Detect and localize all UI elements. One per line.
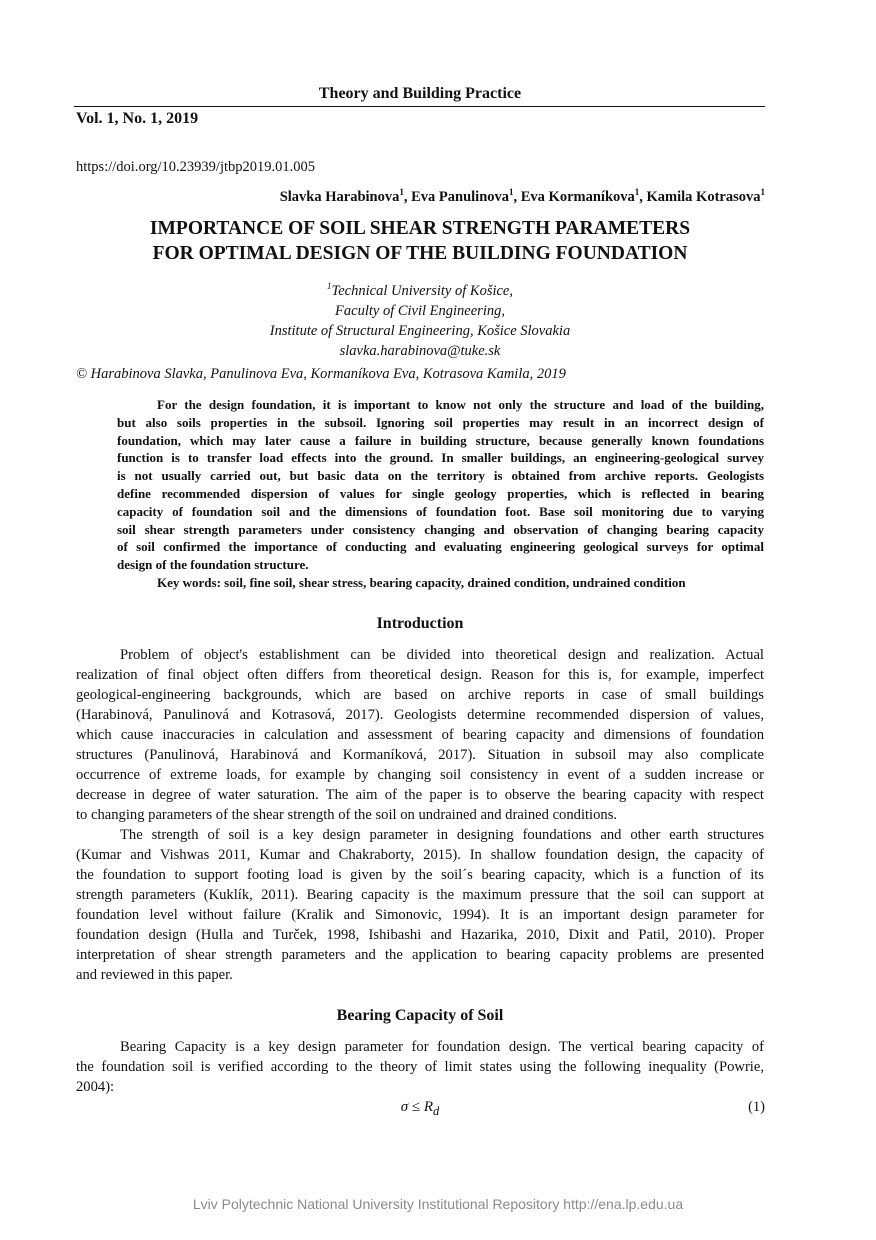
text-line: which cause inaccuracies in calculation and assessment of bearing capacity and dimensions of foundation	[76, 727, 764, 743]
text-line: the foundation soil is verified according to the theory of limit states using the following inequality (Powrie,	[76, 1059, 764, 1075]
author-sup: 1	[509, 187, 514, 197]
text-line: The strength of soil is a key design parameter in designing foundations and other earth structures	[120, 827, 764, 843]
text-line: geological-engineering backgrounds, which are based on archive reports in case of small buildings	[76, 687, 764, 703]
author: Kamila Kotrasova	[646, 188, 761, 205]
intro-paragraph-2	[76, 825, 764, 985]
text-line: foundation level without failure (Kralik and Simonovic, 1994). It is an important design parameter for	[76, 907, 764, 923]
author-list: Slavka Harabinova$^1$, Eva Panulinova$^1$, Eva Kormaníkova$^1$, Kamila Kotrasova$^1$	[279, 187, 765, 205]
text-line: interpretation of shear strength parameters and the application to bearing capacity problems are presented	[76, 947, 764, 963]
affiliation-line: Institute of Structural Engineering, Košice Slovakia	[269, 322, 571, 339]
equation-subscript: d	[433, 1104, 440, 1118]
journal-title: Theory and Building Practice	[318, 85, 522, 102]
text-line: decrease in degree of water saturation. The aim of the paper is to observe the bearing capacity with respect	[76, 787, 764, 803]
paper-title	[0, 216, 840, 266]
keywords: Key words: soil, fine soil, shear stress, bearing capacity, drained condition, undrained condition	[157, 574, 686, 590]
title-line: FOR OPTIMAL DESIGN OF THE BUILDING FOUNDATION	[152, 243, 688, 264]
text-line: of soil confirmed the importance of conducting and evaluating engineering geological surveys for optimal	[117, 539, 764, 555]
text-line: strength parameters (Kuklík, 2011). Bearing capacity is the maximum pressure that the soil can support at	[76, 887, 764, 903]
text-line: is not usually carried out, but basic data on the territory is obtained from archive reports. Geologists	[117, 468, 764, 484]
text-line: occurrence of extreme loads, for example by changing soil consistency in event of a sudden increase or	[76, 767, 764, 783]
header-rule	[74, 106, 765, 107]
intro-paragraph-1	[76, 645, 764, 825]
author: Slavka Harabinova	[279, 188, 400, 205]
text-line: soil shear strength parameters under consistency changing and observation of changing bearing capacity	[117, 521, 764, 537]
author-email[interactable]: slavka.harabinova@tuke.sk	[339, 342, 501, 359]
abstract	[117, 396, 764, 592]
text-line: design of the foundation structure.	[117, 557, 309, 573]
section-heading-bearing-capacity: Bearing Capacity of Soil	[336, 1007, 504, 1024]
text-line: capacity of foundation soil and the dimensions of foundation foot. Base soil monitoring due to varying	[117, 503, 764, 519]
text-line: function is to transfer load effects into the ground. In smaller buildings, an engineering-geological survey	[117, 450, 764, 466]
text-line: Problem of object's establishment can be divided into theoretical design and realization. Actual	[120, 647, 764, 663]
text-line: 2004):	[76, 1079, 115, 1095]
equation-expression: σ ≤ R	[400, 1099, 434, 1115]
text-line: Bearing Capacity is a key design parameter for foundation design. The vertical bearing capacity of	[120, 1039, 764, 1055]
affiliation	[0, 276, 840, 361]
text-line: foundation, which may later cause a failure in building structure, because generally known foundations	[117, 432, 764, 448]
text-line: foundation design (Hulla and Turček, 1998, Ishibashi and Hazarika, 2010, Dixit and Patil, 2010). Proper	[76, 927, 764, 943]
affiliation-line: Technical University of Košice,	[331, 282, 513, 299]
text-line: the foundation to support footing load is given by the soil´s bearing capacity, which is a function of its	[76, 867, 764, 883]
equation-number: (1)	[748, 1099, 765, 1115]
author-sup: 1	[760, 187, 765, 197]
equation-1	[0, 1099, 840, 1119]
affiliation-sup: 1	[327, 281, 332, 291]
affiliation-line: Faculty of Civil Engineering,	[335, 302, 505, 319]
text-line: define recommended dispersion of values for single geology properties, which is reflected in bearing	[117, 485, 764, 501]
bearing-capacity-paragraph	[76, 1037, 764, 1097]
author-sup: 1	[399, 187, 404, 197]
volume-info: Vol. 1, No. 1, 2019	[76, 110, 199, 127]
text-line: structures (Panulinová, Harabinová and Kormaníková, 2017). Situation in subsoil may also complicate	[76, 747, 764, 763]
text-line: and reviewed in this paper.	[76, 967, 233, 983]
doi-link[interactable]: https://doi.org/10.23939/jtbp2019.01.005	[76, 159, 315, 175]
title-line: IMPORTANCE OF SOIL SHEAR STRENGTH PARAMETERS	[149, 218, 691, 239]
text-line: to changing parameters of the shear strength of the soil on undrained and drained conditions.	[76, 807, 618, 823]
author-sup: 1	[634, 187, 640, 197]
author: Eva Kormaníkova	[520, 188, 635, 205]
copyright: © Harabinova Slavka, Panulinova Eva, Kormaníkova Eva, Kotrasova Kamila, 2019	[76, 366, 566, 382]
text-line: For the design foundation, it is important to know not only the structure and load of the building,	[157, 397, 764, 412]
text-line: but also soils properties in the subsoil. Ignoring soil properties may result in an incorrect design of	[117, 414, 764, 430]
text-line: realization of final object often differs from theoretical design. Reason for this is, for example, imperfect	[76, 667, 764, 683]
text-line: (Harabinová, Panulinová and Kotrasová, 2017). Geologists determine recommended dispersion of values,	[76, 707, 764, 723]
author: Eva Panulinova	[411, 188, 510, 205]
repository-footer: Lviv Polytechnic National University Institutional Repository http://ena.lp.edu.ua	[192, 1196, 684, 1212]
section-heading-introduction: Introduction	[376, 615, 464, 632]
text-line: (Kumar and Vishwas 2011, Kumar and Chakraborty, 2015). In shallow foundation design, the capacity of	[76, 847, 764, 863]
